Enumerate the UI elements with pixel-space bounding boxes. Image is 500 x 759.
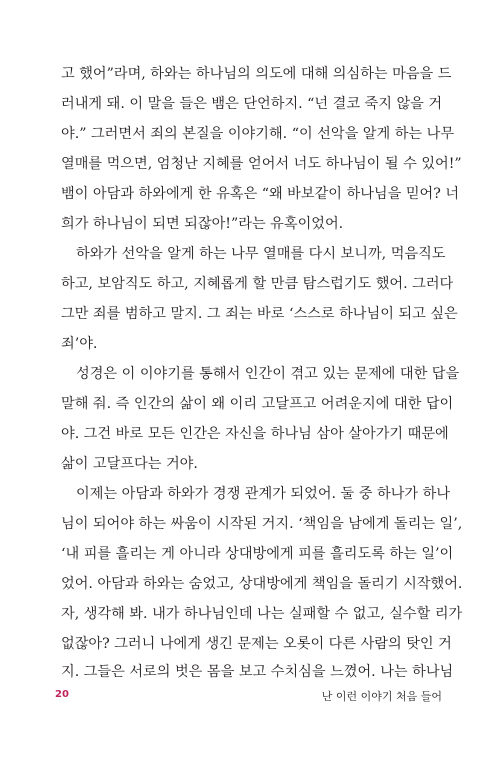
body-text-line: 열매를 먹으면, 엄청난 지혜를 얻어서 너도 하나님이 될 수 있어!” bbox=[61, 156, 462, 172]
body-text-line: 말해 줘. 즉 인간의 삶이 왜 이리 고달프고 어려운지에 대한 답이 bbox=[61, 396, 454, 412]
body-text-line: 뱀이 아담과 하와에게 한 유혹은 “왜 바보같이 하나님을 믿어? 너 bbox=[61, 186, 460, 202]
body-text-line: ‘내 피를 흘리는 게 아니라 상대방에게 피를 흘리도록 하는 일’이 bbox=[61, 546, 454, 562]
body-text-line: 야.” 그러면서 죄의 본질을 이야기해. “이 선악을 알게 하는 나무 bbox=[61, 126, 455, 142]
paragraph-first-line: 이제는 아담과 하와가 경쟁 관계가 되었어. 둘 중 하나가 하나 bbox=[76, 486, 451, 502]
body-text-line: 지. 그들은 서로의 벗은 몸을 보고 수치심을 느꼈어. 나는 하나님 bbox=[61, 664, 454, 680]
body-text-line: 자, 생각해 봐. 내가 하나님인데 나는 실패할 수 없고, 실수할 리가 bbox=[61, 606, 463, 622]
body-text-line: 없잖아? 그러니 나에게 생긴 문제는 오롯이 다른 사람의 탓인 거 bbox=[61, 636, 452, 652]
body-text-line: 님이 되어야 하는 싸움이 시작된 거지. ‘책임을 남에게 돌리는 일’, bbox=[61, 516, 463, 532]
body-text-line: 죄’야. bbox=[61, 336, 98, 352]
body-text-line: 야. 그건 바로 모든 인간은 자신을 하나님 삼아 살아가기 때문에 bbox=[61, 426, 449, 442]
body-text-line: 고 했어”라며, 하와는 하나님의 의도에 대해 의심하는 마음을 드 bbox=[61, 66, 452, 82]
body-text-line: 그만 죄를 범하고 말지. 그 죄는 바로 ‘스스로 하나님이 되고 싶은 bbox=[61, 306, 458, 322]
body-text-line: 러내게 돼. 이 말을 들은 뱀은 단언하지. “넌 결코 죽지 않을 거 bbox=[61, 96, 443, 112]
paragraph-first-line: 성경은 이 이야기를 통해서 인간이 겪고 있는 문제에 대한 답을 bbox=[76, 366, 460, 382]
body-text-line: 하고, 보암직도 하고, 지혜롭게 할 만큼 탐스럽기도 했어. 그러다 bbox=[61, 276, 454, 292]
running-footer-title: 난 이런 이야기 처음 들어 bbox=[321, 690, 442, 703]
body-text-line: 삶이 고달프다는 거야. bbox=[61, 456, 198, 472]
page-number: 20 bbox=[55, 689, 69, 700]
paragraph-first-line: 하와가 선악을 알게 하는 나무 열매를 다시 보니까, 먹음직도 bbox=[76, 246, 446, 262]
body-text-line: 희가 하나님이 되면 되잖아!”라는 유혹이었어. bbox=[61, 216, 344, 232]
body-text-line: 었어. 아담과 하와는 숨었고, 상대방에게 책임을 돌리기 시작했어. bbox=[61, 576, 463, 592]
